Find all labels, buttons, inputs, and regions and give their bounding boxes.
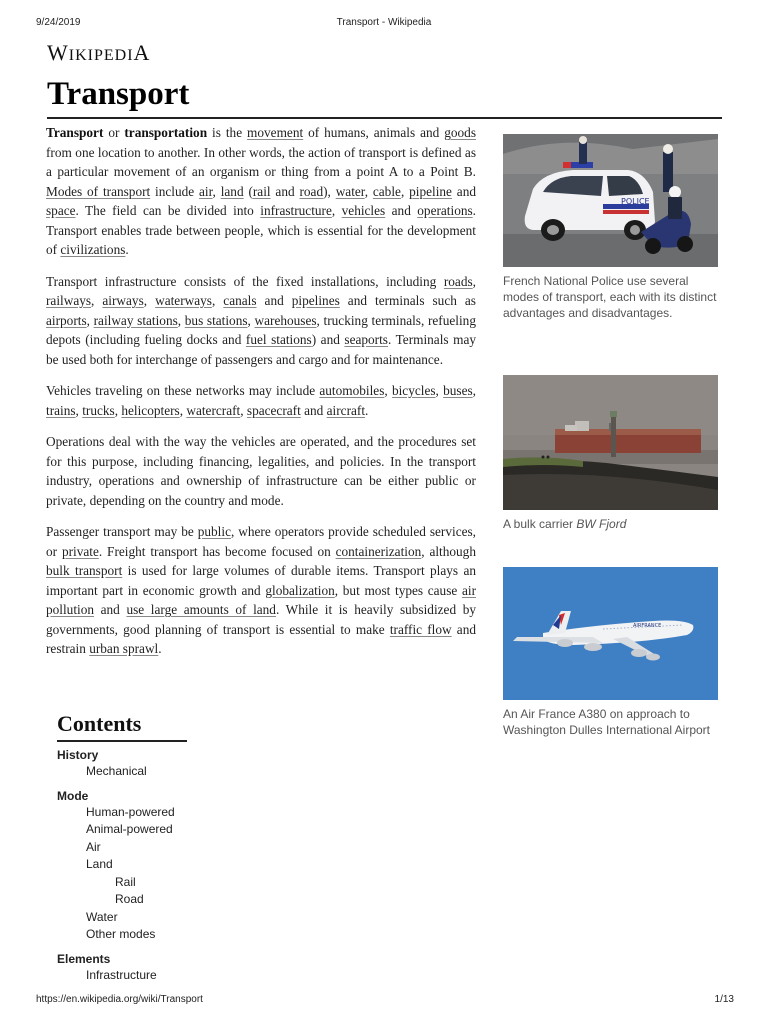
link-trains[interactable]: trains — [46, 402, 76, 418]
police-scene-illustration — [503, 134, 718, 267]
paragraph-passenger: Passenger transport may be public, where operators provide scheduled services, or private. Freight transport has become focused on containerization, although bulk transport is used for large volumes of durable items. Transport plays an important part in economic growth and globalization, but most types cause air pollution and use large amounts of land. While it is heavily subsidized by governments, good planning of transport is essential to make traffic flow and restrain urban sprawl. — [46, 524, 476, 656]
toc-item-road[interactable]: Road — [115, 892, 144, 906]
link-railways[interactable]: railways — [46, 293, 92, 308]
link-vehicles[interactable]: vehicles — [341, 203, 386, 218]
toc-item-other-modes[interactable]: Other modes — [86, 927, 156, 941]
link-goods[interactable]: goods — [444, 125, 476, 140]
wikipedia-logo[interactable]: WIKIPEDIA — [47, 40, 151, 65]
plane-scene-illustration — [503, 567, 718, 700]
link-private[interactable]: private — [61, 543, 99, 559]
toc-item-air[interactable]: Air — [86, 839, 101, 854]
police-caption: French National Police use several modes of transport, each with its distinct advantages and disadvantages. — [503, 274, 717, 320]
link-pipeline[interactable]: pipeline — [409, 183, 452, 199]
link-aircraft[interactable]: aircraft — [326, 402, 366, 418]
police-image[interactable] — [503, 134, 718, 267]
link-infrastructure[interactable]: infrastructure — [260, 203, 332, 218]
paragraph-infrastructure: Transport infrastructure consists of the fixed installations, including roads, railways, airways, waterways, canals and pipelines and terminals such as airports, railway stations, bus stations, warehouses, trucking terminals, refueling depots (including fueling docks and fuel stations) and seaports. Terminals may be used both for interchange of passengers and cargo and for maintenance. — [46, 273, 476, 367]
link-rail[interactable]: rail — [252, 183, 271, 199]
print-title: Transport - Wikipedia — [336, 17, 432, 28]
link-traffic-flow[interactable]: traffic flow — [389, 621, 452, 637]
toc-item-mode[interactable]: Mode — [57, 788, 89, 803]
link-space[interactable]: space — [46, 203, 76, 218]
link-pipelines[interactable]: pipelines — [291, 293, 340, 308]
toc-item-rail[interactable]: Rail — [115, 874, 136, 889]
link-operations[interactable]: operations — [417, 203, 473, 218]
toc-item-mechanical[interactable]: Mechanical — [86, 764, 147, 778]
link-warehouses[interactable]: warehouses — [254, 312, 317, 328]
link-helicopters[interactable]: helicopters — [121, 402, 180, 418]
plane-image[interactable] — [503, 567, 718, 700]
toc-divider — [57, 740, 187, 742]
link-air-pollution[interactable]: air pollution — [46, 582, 476, 617]
paragraph-intro: Transport or transportation is the movement of humans, animals and goods from one location to another. In other words, the action of transport is defined as a particular movement of an organism or thing from a point A to a Point B. Modes of transport include air, land (rail and road), water, cable, pipeline and space. The field can be divided into infrastructure, vehicles and operations. Transport enables trade between people, which is essential for the development of civilizations. — [46, 125, 476, 257]
figure-police — [503, 134, 718, 321]
link-airways[interactable]: airways — [102, 293, 144, 308]
ship-image[interactable] — [503, 375, 718, 510]
table-of-contents — [57, 710, 187, 984]
link-seaports[interactable]: seaports — [344, 332, 388, 347]
link-buses[interactable]: buses — [443, 383, 473, 398]
link-fuel-stations[interactable]: fuel stations — [245, 332, 312, 347]
link-globalization[interactable]: globalization — [265, 582, 335, 598]
link-bicycles[interactable]: bicycles — [391, 383, 436, 398]
link-canals[interactable]: canals — [223, 293, 257, 308]
plane-livery-text: AIRFRANCE — [633, 623, 662, 629]
link-road[interactable]: road — [299, 183, 324, 199]
toc-item-history[interactable]: History — [57, 748, 99, 762]
link-land-use[interactable]: use large amounts of land — [126, 602, 276, 617]
link-roads[interactable]: roads — [443, 273, 473, 289]
police-car-text: POLICE — [621, 197, 650, 206]
link-airports[interactable]: airports — [46, 312, 87, 328]
paragraph-operations: Operations deal with the way the vehicles are operated, and the procedures set for this purpose, including financing, legalities, and policies. In the transport industry, operations and ownership of infrastructure can be either public or private, depending on the country and mode. — [46, 434, 476, 508]
toc-item-water[interactable]: Water — [86, 909, 118, 924]
link-modes-of-transport[interactable]: Modes of transport — [46, 183, 151, 199]
toc-item-land[interactable]: Land — [86, 857, 113, 871]
link-watercraft[interactable]: watercraft — [186, 402, 241, 418]
plane-caption: An Air France A380 on approach to Washington Dulles International Airport — [503, 707, 710, 737]
link-public[interactable]: public — [197, 524, 231, 539]
toc-item-elements[interactable]: Elements — [57, 951, 111, 966]
ship-scene-illustration — [503, 375, 718, 510]
link-trucks[interactable]: trucks — [82, 402, 115, 418]
article-body — [46, 123, 476, 671]
link-civilizations[interactable]: civilizations — [60, 242, 126, 257]
ship-name: BW Fjord — [576, 517, 627, 531]
toc-item-infrastructure[interactable]: Infrastructure — [86, 967, 157, 982]
link-water[interactable]: water — [335, 183, 365, 199]
link-containerization[interactable]: containerization — [335, 543, 422, 559]
page-url: https://en.wikipedia.org/wiki/Transport — [36, 994, 203, 1005]
link-urban-sprawl[interactable]: urban sprawl — [89, 641, 159, 656]
link-automobiles[interactable]: automobiles — [319, 383, 385, 398]
link-railway-stations[interactable]: railway stations — [93, 312, 178, 328]
toc-title: Contents — [57, 711, 142, 736]
link-spacecraft[interactable]: spacecraft — [246, 402, 301, 418]
toc-item-animal-powered[interactable]: Animal-powered — [86, 822, 173, 836]
figure-plane — [503, 567, 718, 738]
print-date: 9/24/2019 — [36, 17, 81, 28]
ship-caption: A bulk carrier BW Fjord — [503, 517, 627, 531]
paragraph-vehicles: Vehicles traveling on these networks may include automobiles, bicycles, buses, trains, trucks, helicopters, watercraft, spacecraft and aircraft. — [46, 383, 476, 418]
toc-item-human-powered[interactable]: Human-powered — [86, 804, 175, 819]
link-air[interactable]: air — [199, 183, 213, 199]
page-number: 1/13 — [714, 994, 734, 1005]
link-cable[interactable]: cable — [372, 183, 401, 199]
title-divider — [47, 117, 722, 119]
link-movement[interactable]: movement — [247, 125, 304, 140]
link-bus-stations[interactable]: bus stations — [184, 312, 248, 328]
link-bulk-transport[interactable]: bulk transport — [46, 563, 123, 578]
figure-ship — [503, 375, 718, 532]
link-land[interactable]: land — [220, 183, 244, 199]
page-title: Transport — [47, 76, 190, 112]
link-waterways[interactable]: waterways — [155, 293, 212, 308]
